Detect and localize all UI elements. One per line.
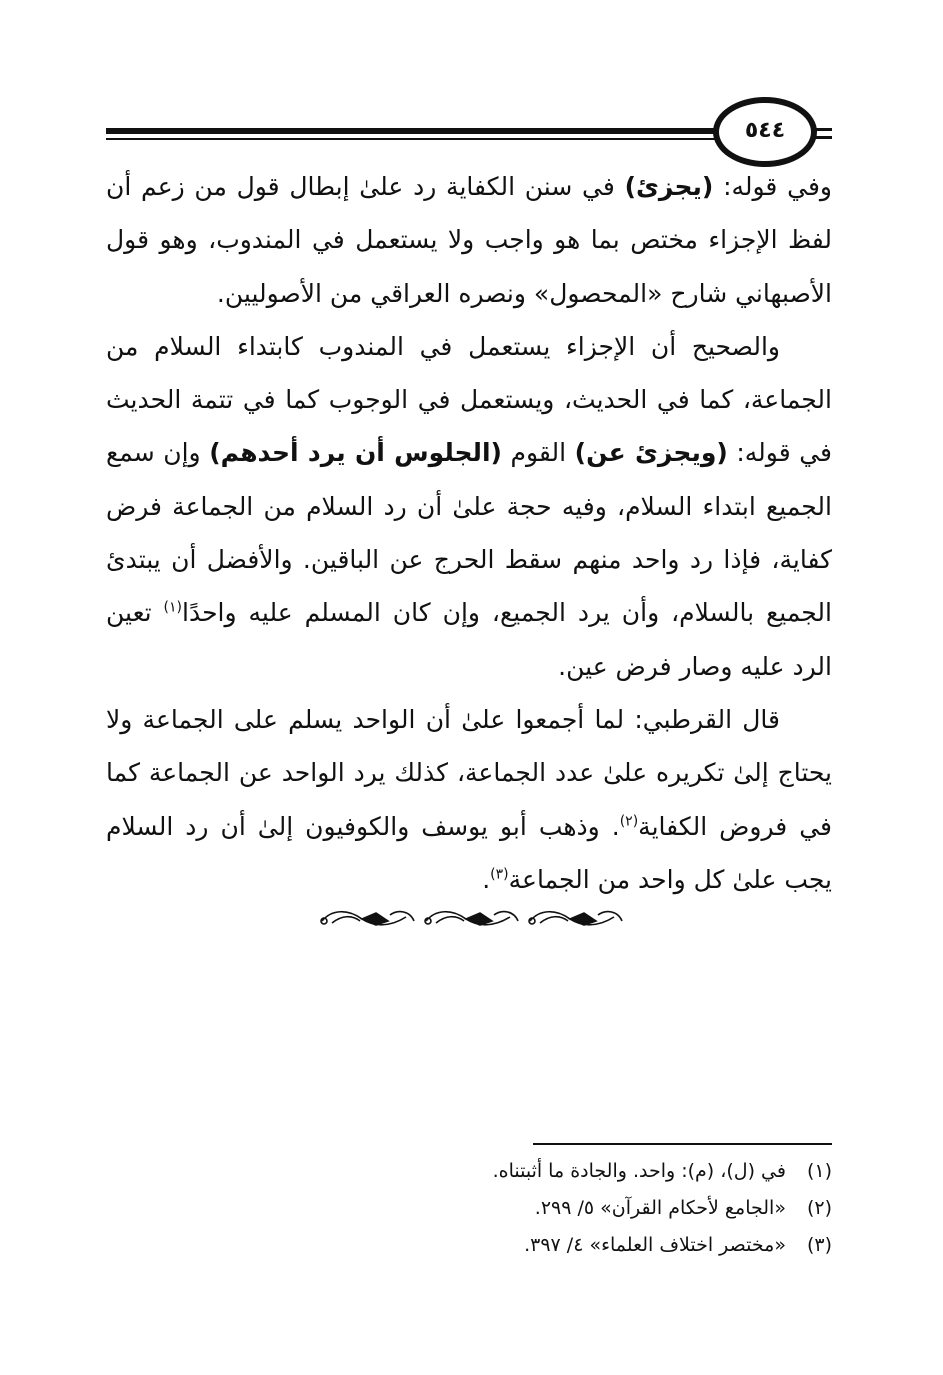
footnote-separator bbox=[533, 1143, 832, 1145]
paragraph bbox=[106, 320, 832, 693]
text-run: تعين الرد عليه وصار فرض عين. bbox=[106, 598, 832, 681]
text-run: . bbox=[482, 864, 491, 894]
footnote-text: في (ل)، (م): واحد. والجادة ما أثبتناه. bbox=[492, 1160, 786, 1182]
header-rule-thin bbox=[106, 138, 716, 140]
quoted-hadith-text: (يجزئ) bbox=[624, 172, 714, 201]
footnote-text: «مختصر اختلاف العلماء» ٤/ ٣٩٧. bbox=[524, 1234, 786, 1256]
footnote-text: «الجامع لأحكام القرآن» ٥/ ٢٩٩. bbox=[534, 1197, 786, 1219]
paragraph bbox=[106, 160, 832, 320]
footnote-ref: (٣) bbox=[490, 866, 509, 883]
text-run: والصحيح أن الإجزاء يستعمل في المندوب كابتداء السلام من الجماعة، كما في الحديث، ويستعمل في الوجوب كما في تتمة الحديث في قوله: bbox=[106, 331, 832, 468]
header-rule-right-bottom bbox=[814, 136, 832, 139]
paragraph bbox=[106, 693, 832, 906]
quoted-hadith-text: (ويجزئ عن) bbox=[574, 438, 728, 468]
header-rule-thick bbox=[106, 128, 716, 134]
footnote-number: (٣) bbox=[806, 1234, 832, 1256]
page-number: ٥٤٤ bbox=[744, 118, 786, 143]
footnote-2 bbox=[300, 1190, 832, 1227]
footnote-number: (٢) bbox=[806, 1197, 832, 1219]
text-run: في سنن الكفاية رد علىٰ إبطال قول من زعم أن لفظ الإجزاء مختص بما هو واجب ولا يستعمل في المندوب، وهو قول الأصبهاني شارح «المحصول» ونصره العراقي من الأصوليين. bbox=[106, 172, 832, 308]
text-run: القوم bbox=[501, 438, 575, 468]
footnote-ref: (١) bbox=[163, 600, 183, 617]
footnote-3 bbox=[300, 1227, 832, 1264]
footnote-1 bbox=[300, 1153, 832, 1190]
page-header bbox=[0, 0, 943, 170]
text-run: وفي قوله: bbox=[713, 172, 832, 201]
main-text bbox=[106, 160, 832, 906]
text-run: وإن سمع الجميع ابتداء السلام، وفيه حجة علىٰ أن رد السلام من الجماعة فرض كفاية، فإذا رد واحد منهم سقط الحرج عن الباقين. والأفضل أن يبتدئ الجميع بالسلام، وأن يرد الجميع، وإن كان المسلم عليه واحدًا bbox=[106, 438, 832, 628]
footnotes bbox=[300, 1153, 832, 1264]
footnote-ref: (٢) bbox=[619, 813, 639, 830]
text-run: قال القرطبي: لما أجمعوا علىٰ أن الواحد يسلم على الجماعة ولا يحتاج إلىٰ تكريره علىٰ عدد الجماعة، كذلك يرد الواحد عن الجماعة كما في فروض الكفاية bbox=[106, 704, 832, 841]
quoted-hadith-text: (الجلوس أن يرد أحدهم) bbox=[209, 438, 502, 468]
text-run: . وذهب أبو يوسف والكوفيون إلىٰ أن رد السلام يجب علىٰ كل واحد من الجماعة bbox=[106, 811, 832, 894]
footnote-number: (١) bbox=[806, 1160, 832, 1182]
ornament-divider bbox=[318, 905, 626, 933]
page-number-badge bbox=[713, 97, 817, 167]
